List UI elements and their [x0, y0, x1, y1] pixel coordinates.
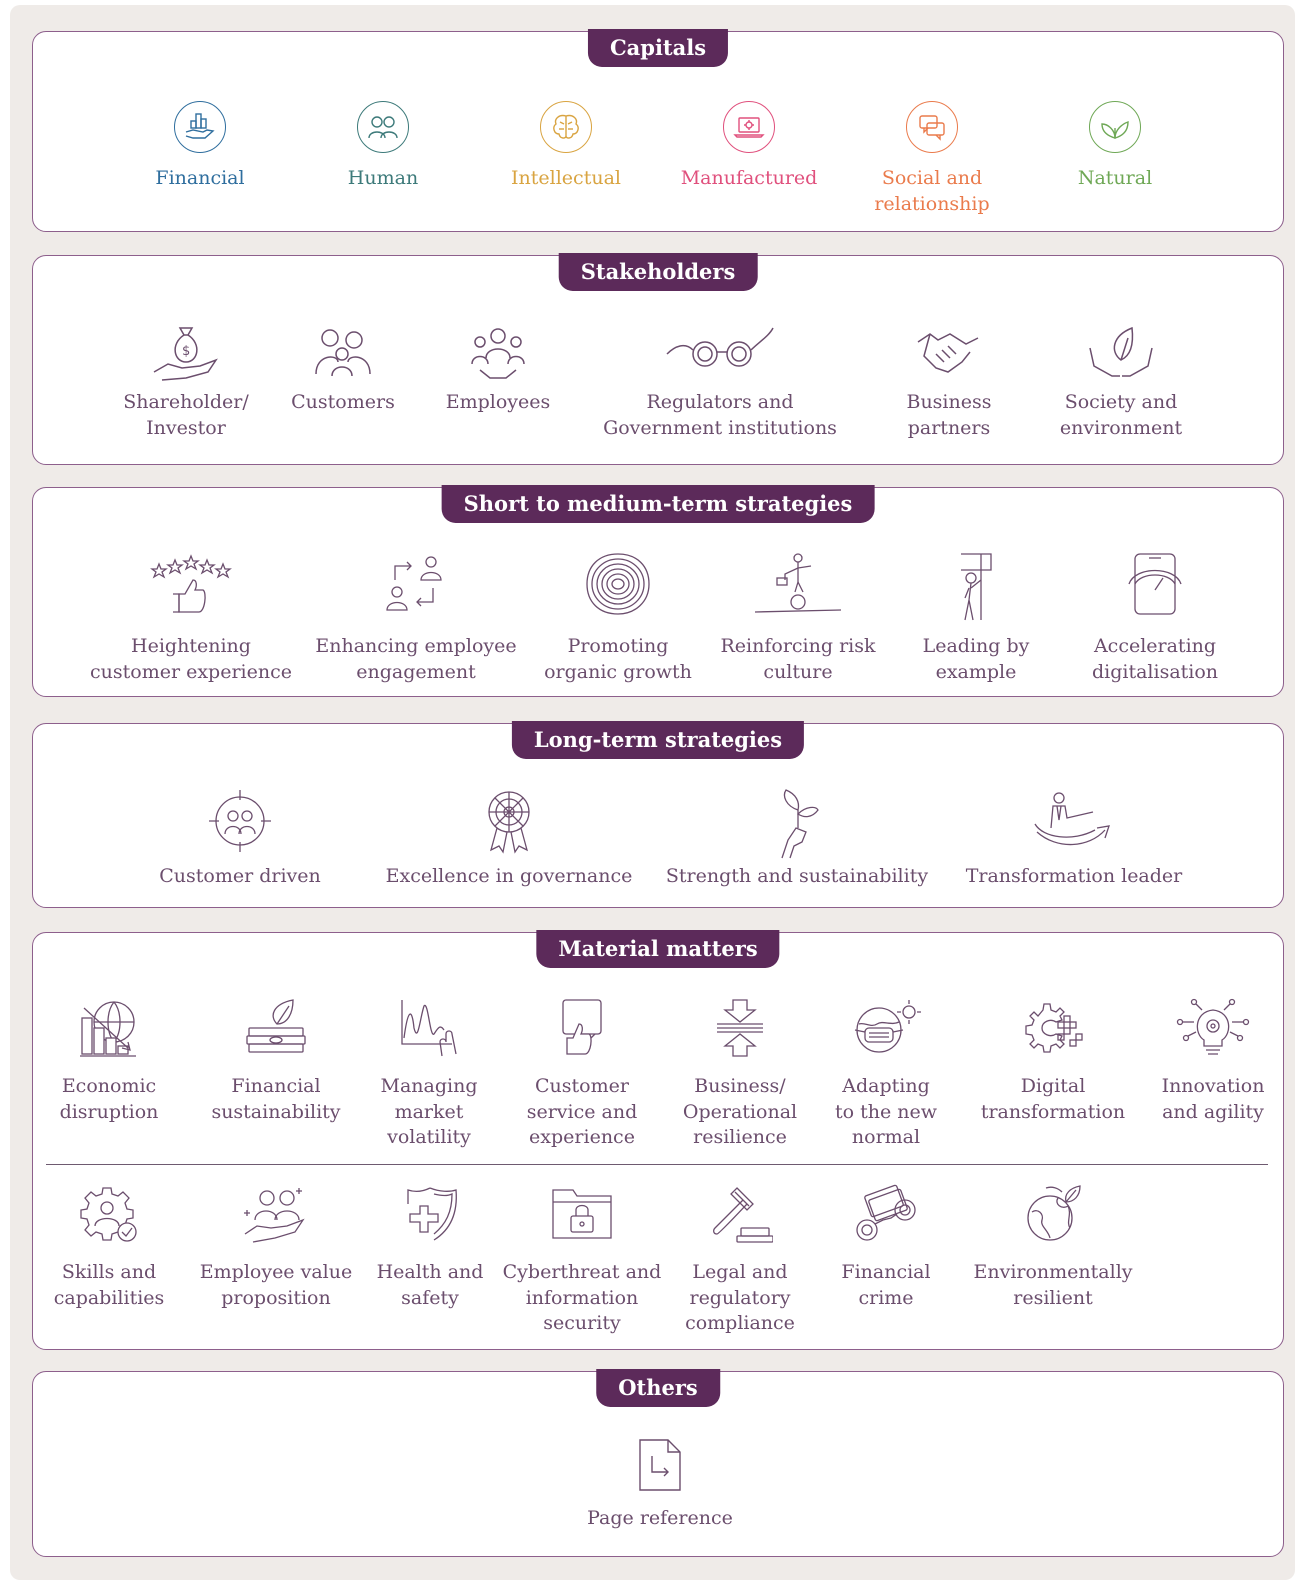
short-term-title: Short to medium-term strategies: [442, 485, 875, 523]
capital-manufactured: [669, 101, 829, 192]
strategy-employee-engagement: [306, 550, 526, 685]
stakeholder-label: Society and environment: [1059, 391, 1183, 439]
strategy-risk-culture: [713, 550, 883, 685]
capital-financial: [130, 101, 270, 192]
family-icon: [308, 322, 378, 384]
long-term-label: Transformation leader: [965, 865, 1183, 887]
mm-new-normal: [826, 998, 946, 1151]
stakeholder-employees: [433, 322, 563, 416]
helm-badge-icon: [481, 788, 537, 854]
material-divider: [46, 1164, 1268, 1165]
exchange-people-icon: [381, 550, 451, 618]
mm-economic-disruption: [44, 998, 174, 1125]
strategy-label: Heightening customer experience: [90, 635, 292, 683]
stakeholder-label: Customers: [291, 391, 395, 413]
material-label: Skills and capabilities: [53, 1261, 165, 1309]
capital-social: [852, 101, 1012, 217]
long-sustainability: [662, 788, 932, 890]
material-label: Financial sustainability: [211, 1075, 341, 1123]
mm-financial-crime: [826, 1184, 946, 1311]
capital-human: [313, 101, 453, 192]
others-label: Page reference: [587, 1507, 733, 1529]
long-term-label: Strength and sustainability: [665, 865, 929, 887]
long-transformation: [954, 788, 1194, 890]
mm-innovation-agility: [1150, 998, 1276, 1125]
hand-sprout-icon: [772, 788, 822, 860]
mm-legal-compliance: [670, 1184, 810, 1337]
mm-operational-resilience: [670, 998, 810, 1151]
material-label: Managing market volatility: [380, 1075, 478, 1148]
phone-gauge-icon: [1125, 550, 1185, 618]
stakeholder-society: [1046, 322, 1196, 441]
stakeholder-regulators: [590, 322, 850, 441]
capital-label: Natural: [1077, 167, 1153, 189]
unicycle-icon: [753, 550, 843, 618]
team-icon: [466, 322, 530, 384]
capitals-title: Capitals: [588, 29, 728, 67]
target-people-icon: [207, 788, 273, 854]
material-label: Health and safety: [376, 1261, 484, 1309]
stakeholder-customers: [278, 322, 408, 416]
compress-arrows-icon: [715, 998, 765, 1058]
folder-lock-icon: [549, 1184, 615, 1246]
material-label: Environmentally resilient: [973, 1261, 1133, 1309]
material-label: Customer service and experience: [526, 1075, 638, 1148]
gear-person-check-icon: [77, 1184, 141, 1246]
gear-pixels-icon: [1020, 998, 1086, 1058]
mm-environmentally-resilient: [958, 1184, 1148, 1311]
strategy-label: Reinforcing risk culture: [720, 635, 876, 683]
people-icon: [357, 101, 409, 153]
material-label: Innovation and agility: [1161, 1075, 1265, 1123]
hand-people-icon: [241, 1184, 311, 1246]
long-term-label: Excellence in governance: [385, 865, 633, 887]
leader-arrow-icon: [1033, 788, 1115, 854]
stakeholder-investor: [106, 322, 266, 441]
stakeholder-label: Employees: [445, 391, 551, 413]
others-title: Others: [596, 1369, 720, 1407]
mm-skills: [44, 1184, 174, 1311]
flag-person-icon: [951, 550, 1001, 622]
mm-customer-service: [512, 998, 652, 1151]
strategy-label: Enhancing employee engagement: [315, 635, 517, 683]
material-label: Business/ Operational resilience: [682, 1075, 798, 1148]
long-customer-driven: [140, 788, 340, 890]
hands-leaf-icon: [1086, 322, 1156, 384]
volatility-chart-icon: [398, 998, 460, 1058]
brain-icon: [540, 101, 592, 153]
long-term-title: Long-term strategies: [512, 721, 804, 759]
handcuffs-icon: [853, 1184, 919, 1246]
laptop-gear-icon: [723, 101, 775, 153]
long-term-label: Customer driven: [159, 865, 321, 887]
others-page-reference: [560, 1436, 760, 1532]
stakeholders-title: Stakeholders: [559, 253, 758, 291]
mm-health-safety: [370, 1184, 490, 1311]
page-arrow-icon: [636, 1436, 684, 1494]
capital-label: Intellectual: [511, 167, 621, 189]
material-label: Employee value proposition: [199, 1261, 353, 1309]
leaves-icon: [1089, 101, 1141, 153]
stars-thumb-icon: [149, 550, 233, 618]
strategy-label: Leading by example: [922, 635, 1030, 683]
shield-cross-icon: [398, 1184, 462, 1246]
strategy-organic-growth: [533, 550, 703, 685]
material-label: Cyberthreat and information security: [502, 1261, 662, 1334]
material-title: Material matters: [536, 930, 779, 968]
money-leaf-icon: [243, 998, 309, 1058]
gavel-icon: [707, 1184, 773, 1246]
hand-coins-icon: [174, 101, 226, 153]
stakeholder-partners: [884, 322, 1014, 441]
thumb-card-icon: [557, 998, 607, 1058]
earth-leaf-icon: [1022, 1184, 1084, 1246]
strategy-label: Accelerating digitalisation: [1091, 635, 1219, 683]
long-governance: [384, 788, 634, 890]
capital-label: Human: [347, 167, 419, 189]
tree-rings-icon: [583, 550, 653, 618]
globe-mask-icon: [851, 998, 921, 1058]
binoculars-icon: [665, 322, 775, 384]
globe-chart-icon: [78, 998, 140, 1058]
mm-market-volatility: [364, 998, 494, 1151]
capital-natural: [1045, 101, 1185, 192]
material-label: Financial crime: [841, 1261, 931, 1309]
money-bag-hand-icon: [150, 322, 222, 384]
material-label: Legal and regulatory compliance: [685, 1261, 795, 1334]
chat-bubbles-icon: [906, 101, 958, 153]
strategy-label: Promoting organic growth: [544, 635, 692, 683]
strategy-digitalisation: [1080, 550, 1230, 685]
capital-label: Financial: [155, 167, 245, 189]
material-label: Digital transformation: [980, 1075, 1126, 1123]
capital-label: Manufactured: [680, 167, 818, 189]
material-label: Adapting to the new normal: [834, 1075, 937, 1148]
stakeholder-label: Regulators and Government institutions: [603, 391, 837, 439]
material-label: Economic disruption: [59, 1075, 159, 1123]
strategy-leading-example: [906, 550, 1046, 685]
stakeholder-label: Shareholder/ Investor: [123, 391, 249, 439]
stakeholder-label: Business partners: [906, 391, 992, 439]
capital-label: Social and relationship: [874, 167, 990, 215]
mm-digital-transformation: [973, 998, 1133, 1125]
mm-employee-value: [196, 1184, 356, 1311]
mm-financial-sustainability: [201, 998, 351, 1125]
strategy-customer-experience: [86, 550, 296, 685]
capital-intellectual: [486, 101, 646, 192]
svg-text:$: $: [182, 344, 191, 359]
handshake-icon: [914, 322, 984, 384]
bulb-gear-icon: [1176, 998, 1250, 1058]
mm-cyberthreat: [502, 1184, 662, 1337]
